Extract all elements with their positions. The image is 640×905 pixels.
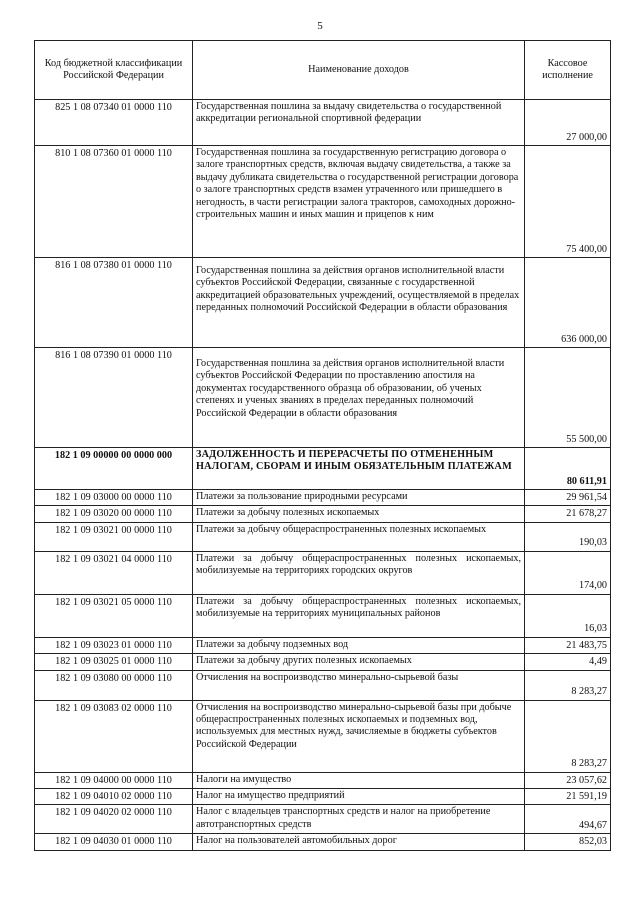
table-row [35,448,611,490]
row-code: 182 1 09 03021 00 0000 110 [35,522,193,551]
row-amount: 80 611,91 [525,448,611,490]
revenue-table [34,40,611,851]
row-code: 182 1 09 03023 01 0000 110 [35,637,193,653]
row-amount: 27 000,00 [525,100,611,146]
row-amount: 55 500,00 [525,348,611,448]
row-amount: 190,03 [525,522,611,551]
row-name: Платежи за добычу полезных ископаемых [193,506,525,522]
table-row [35,789,611,805]
row-code: 182 1 09 03025 01 0000 110 [35,654,193,670]
row-amount: 21 591,19 [525,789,611,805]
row-name: Государственная пошлина за выдачу свидетельства о государственной аккредитации региональной спортивной федерации [193,100,525,146]
row-code: 182 1 09 03080 00 0000 110 [35,670,193,700]
row-amount: 494,67 [525,805,611,834]
header-code: Код бюджетной классификации Российской Федерации [35,41,193,100]
row-amount: 636 000,00 [525,258,611,348]
table-row [35,654,611,670]
row-amount: 16,03 [525,594,611,637]
row-code: 810 1 08 07360 01 0000 110 [35,146,193,258]
row-name: ЗАДОЛЖЕННОСТЬ И ПЕРЕРАСЧЕТЫ ПО ОТМЕНЕННЫМ НАЛОГАМ, СБОРАМ И ИНЫМ ОБЯЗАТЕЛЬНЫМ ПЛАТЕЖАМ [193,448,525,490]
row-amount: 29 961,54 [525,490,611,506]
row-name: Платежи за добычу общераспространенных полезных ископаемых, мобилизуемые на территориях городских округов [193,551,525,594]
table-row [35,670,611,700]
row-name: Государственная пошлина за действия органов исполнительной власти субъектов Российской Федерации, связанные с государственной аккредитацией образовательных учреждений, осуществляемой в пределах переданных полномочий Российской Федерации в области образования [193,258,525,348]
row-code: 182 1 09 04010 02 0000 110 [35,789,193,805]
table-row [35,522,611,551]
table-row [35,805,611,834]
header-amount: Кассовое исполнение [525,41,611,100]
row-name: Отчисления на воспроизводство минерально-сырьевой базы при добыче общераспространенных полезных ископаемых и подземных вод, используемых для местных нужд, зачисляемые в бюджеты субъектов Российской Федерации [193,700,525,772]
table-row [35,637,611,653]
row-amount: 852,03 [525,834,611,850]
row-name: Налоги на имущество [193,772,525,788]
row-amount: 8 283,27 [525,670,611,700]
table-row [35,490,611,506]
page-number: 5 [317,20,323,32]
row-amount: 174,00 [525,551,611,594]
row-name: Платежи за добычу общераспространенных полезных ископаемых, мобилизуемые на территориях муниципальных районов [193,594,525,637]
row-code: 182 1 09 04000 00 0000 110 [35,772,193,788]
row-name: Платежи за добычу других полезных ископаемых [193,654,525,670]
row-name: Платежи за пользование природными ресурсами [193,490,525,506]
row-name: Налог на имущество предприятий [193,789,525,805]
row-amount: 21 678,27 [525,506,611,522]
row-name: Государственная пошлина за государственную регистрацию договора о залоге транспортных средств, включая выдачу свидетельства, а также за выдачу дубликата свидетельства о государственной регистрации договора о залоге транспортных средств взамен утраченного или пришедшего в негодность, в части регистрации залога тракторов, самоходных дорожно- строительных машин и иных машин и прицепов к ним [193,146,525,258]
row-name: Отчисления на воспроизводство минерально-сырьевой базы [193,670,525,700]
table-row [35,258,611,348]
row-amount: 23 057,62 [525,772,611,788]
row-code: 182 1 09 03020 00 0000 110 [35,506,193,522]
table-row [35,834,611,850]
header-name: Наименование доходов [193,41,525,100]
row-name: Платежи за добычу общераспространенных полезных ископаемых [193,522,525,551]
row-code: 182 1 09 04030 01 0000 110 [35,834,193,850]
row-name: Налог с владельцев транспортных средств и налог на приобретение автотранспортных средств [193,805,525,834]
row-amount: 4,49 [525,654,611,670]
table-row [35,700,611,772]
row-amount: 75 400,00 [525,146,611,258]
row-code: 182 1 09 04020 02 0000 110 [35,805,193,834]
row-amount: 21 483,75 [525,637,611,653]
row-code: 825 1 08 07340 01 0000 110 [35,100,193,146]
row-code: 182 1 09 00000 00 0000 000 [35,448,193,490]
table-row [35,772,611,788]
table-row [35,348,611,448]
row-code: 816 1 08 07380 01 0000 110 [35,258,193,348]
row-code: 182 1 09 03000 00 0000 110 [35,490,193,506]
row-code: 816 1 08 07390 01 0000 110 [35,348,193,448]
table-row [35,506,611,522]
row-name: Налог на пользователей автомобильных дорог [193,834,525,850]
row-code: 182 1 09 03083 02 0000 110 [35,700,193,772]
row-code: 182 1 09 03021 05 0000 110 [35,594,193,637]
table-row [35,551,611,594]
table-header-row [35,41,611,100]
table-row [35,146,611,258]
row-name: Платежи за добычу подземных вод [193,637,525,653]
row-amount: 8 283,27 [525,700,611,772]
row-code: 182 1 09 03021 04 0000 110 [35,551,193,594]
row-name: Государственная пошлина за действия органов исполнительной власти субъектов Российской Федерации по проставлению апостиля на документах государственного образца об образовании, об ученых степенях и ученых званиях в пределах переданных полномочий Российской Федерации в области образования [193,348,525,448]
table-row [35,594,611,637]
table-row [35,100,611,146]
